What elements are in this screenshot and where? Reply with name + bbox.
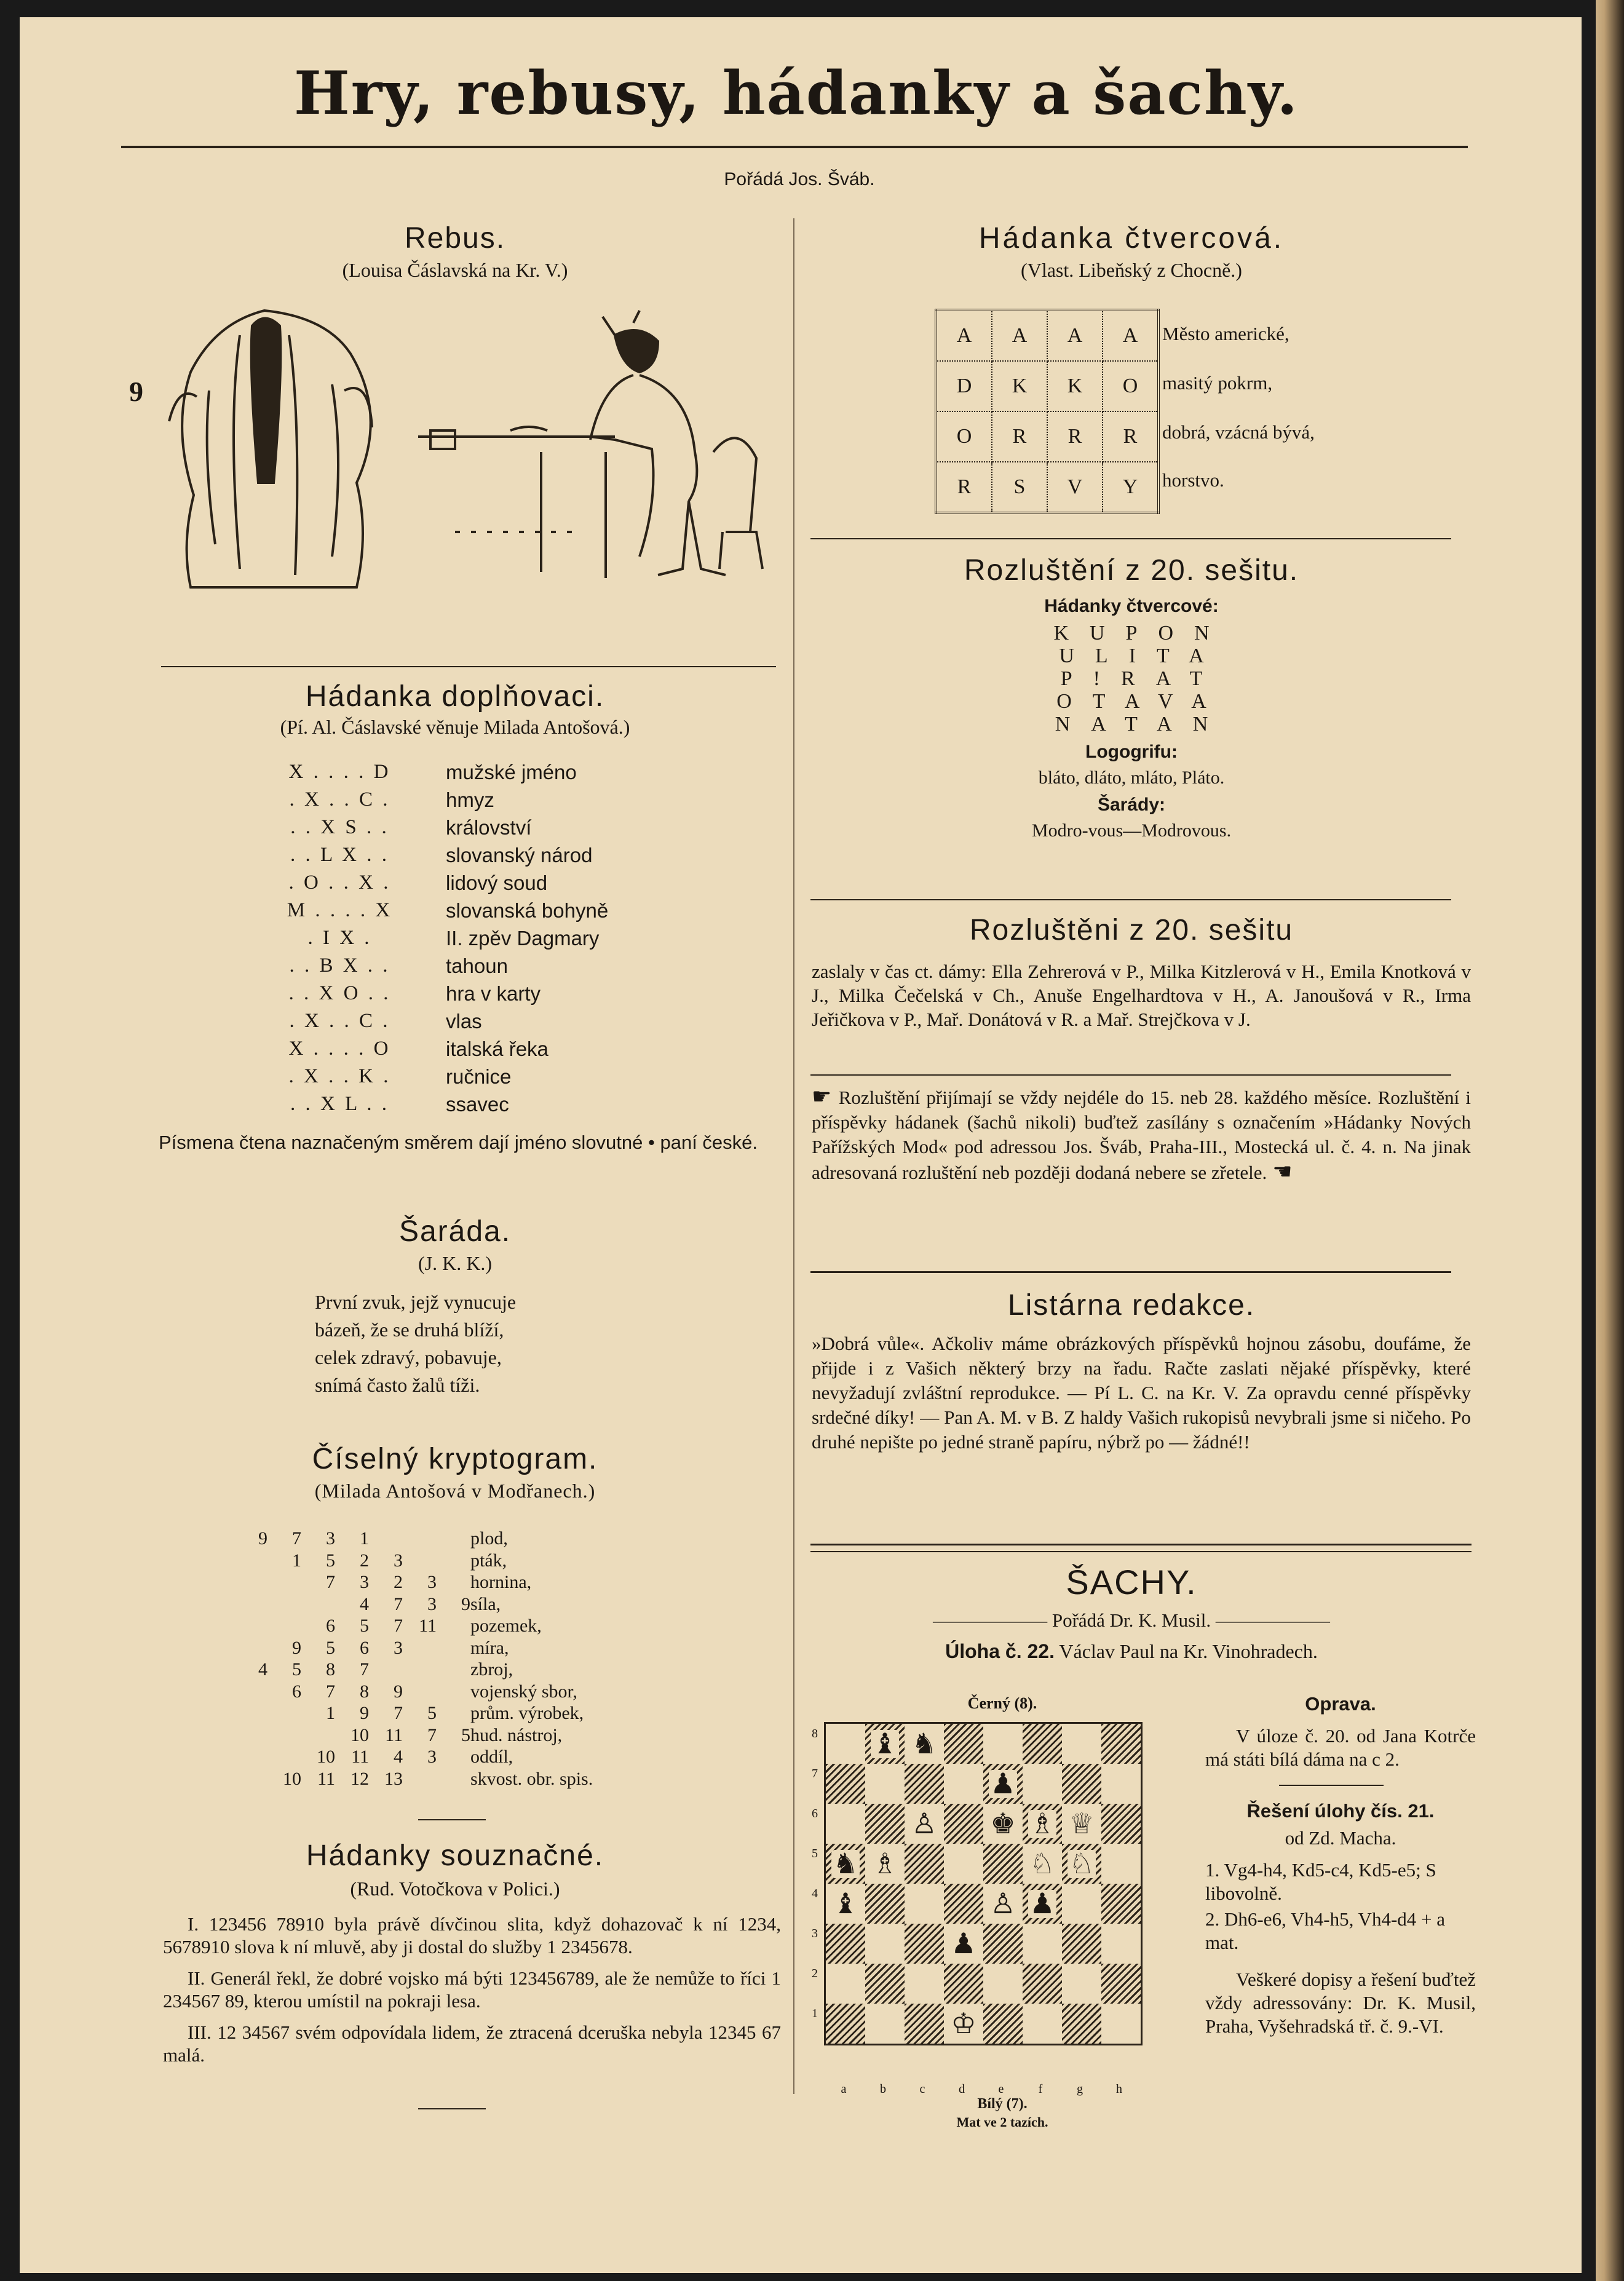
kryptogram-number: 7 [394, 1616, 403, 1636]
chess-square [983, 1884, 1023, 1924]
kryptogram-number: 5 [427, 1703, 437, 1723]
kryptogram-author: (Milada Antošová v Modřanech.) [314, 1480, 596, 1502]
chess-square [865, 2004, 905, 2044]
chess-square [905, 1764, 944, 1804]
notice-text: Rozluštění přijímají se vždy nejdéle do 15. neb 28. každého měsíce. Rozluštění i příspěvky hádanek (šachů nikoli) buďtež zasílány s označením »Hádanky Nových Pařížských Mod« pod adressou Jos. Šváb, Praha-III., Mostecká ul. č. 4. n. Na jinak adresovaná rozluštění neb později dodaná nebere se zřetele. [812, 1087, 1471, 1183]
kryptogram-row [243, 1572, 673, 1594]
kryptogram-row [243, 1659, 673, 1681]
rebus-author: (Louisa Čáslavská na Kr. V.) [342, 259, 568, 281]
chess-square [1023, 1884, 1062, 1924]
kryptogram-number: 7 [326, 1681, 335, 1702]
chess-square [905, 2004, 944, 2044]
rule-rozluseni [810, 899, 1451, 900]
kryptogram-number: 1 [326, 1703, 335, 1723]
chess-square [1101, 1804, 1141, 1844]
ctvercova-def: masitý pokrm, [1162, 372, 1273, 394]
chess-file-label: f [1038, 2082, 1043, 2096]
black-bishop-icon: ♝ [872, 1728, 898, 1759]
kryptogram-number: 10 [283, 1768, 301, 1789]
kryptogram-number: 3 [360, 1572, 369, 1592]
chess-file-label: g [1077, 2082, 1083, 2096]
kryptogram-row [243, 1528, 673, 1550]
chess-black-label: Černý (8). [967, 1694, 1037, 1712]
dash-rule: —————— [933, 1609, 1052, 1631]
kryptogram-number: 7 [427, 1724, 437, 1745]
kryptogram-number: 8 [360, 1681, 369, 1702]
ctvercova-grid [935, 309, 1160, 514]
listarna-title: Listárna redakce. [1007, 1289, 1256, 1322]
chess-square [1101, 1884, 1141, 1924]
rule-resitele [810, 1074, 1451, 1076]
souznacne-item: II. Generál řekl, že dobré vojsko má býti 123456789, ale že nemůže to říci 1 234567 89, kterou umístil na pokraji lesa. [163, 1967, 781, 2012]
kryptogram-number: 4 [258, 1659, 267, 1680]
chess-square [983, 1764, 1023, 1804]
kryptogram-number: 13 [384, 1768, 403, 1789]
grid-cell: A [1103, 310, 1159, 361]
chess-square [944, 1764, 983, 1804]
chess-square [865, 1924, 905, 1964]
ctvercova-title: Hádanka čtvercová. [978, 222, 1285, 255]
page-edge [1596, 0, 1624, 2281]
souznacne-title: Hádanky souznačné. [306, 1839, 604, 1872]
chess-square [905, 1924, 944, 1964]
kryptogram-number: 11 [419, 1616, 437, 1636]
grid-cell: R [1103, 411, 1159, 462]
kryptogram-number: 5 [461, 1724, 470, 1745]
sarada-author: (J. K. K.) [418, 1252, 492, 1274]
chess-square [826, 1924, 865, 1964]
doplnovaci-row: . . B X . . tahoun [289, 954, 508, 977]
rule-ctvercova [810, 538, 1451, 539]
white-bishop-icon: ♗ [1029, 1807, 1055, 1839]
chess-rank-label: 2 [812, 1967, 818, 1980]
ctvercova-def: dobrá, vzácná bývá, [1162, 421, 1315, 443]
chess-file-label: b [880, 2082, 886, 2096]
chess-square [983, 1804, 1023, 1844]
grid-cell: A [992, 310, 1047, 361]
grid-cell: S [992, 462, 1047, 513]
kryptogram-title: Číselný kryptogram. [312, 1443, 598, 1475]
kryptogram-number: 1 [292, 1550, 301, 1571]
chess-square [826, 2004, 865, 2044]
kryptogram-row [243, 1681, 673, 1704]
white-pawn-icon: ♙ [990, 1887, 1016, 1919]
chess-square [826, 1764, 865, 1804]
chess-square [1062, 1844, 1101, 1884]
masthead-title: Hry, rebusy, hádanky a šachy. [294, 58, 1299, 128]
pointing-hand-left-icon: ☚ [1267, 1159, 1293, 1184]
doplnovaci-row: M . . . . X slovanská bohyně [287, 899, 609, 922]
kryptogram-label: hud. nástroj, [470, 1724, 563, 1745]
chess-file-label: c [919, 2082, 925, 2096]
chess-square [905, 1804, 944, 1844]
chess-square [865, 1764, 905, 1804]
chess-square [1062, 1924, 1101, 1964]
sachy-uloha-line [806, 1640, 1457, 1663]
kryptogram-label: síla, [470, 1593, 501, 1614]
rule-kryptogram [418, 1819, 486, 1820]
kryptogram-label: pozemek, [470, 1616, 542, 1636]
black-bishop-icon: ♝ [833, 1887, 858, 1919]
grid-cell: A [936, 310, 992, 361]
kryptogram-number: 6 [360, 1637, 369, 1658]
kryptogram-row [243, 1594, 673, 1616]
black-knight-icon: ♞ [911, 1728, 937, 1759]
chess-square [983, 1924, 1023, 1964]
chess-square [1023, 1804, 1062, 1844]
chess-square [944, 1724, 983, 1764]
kryptogram-number: 9 [360, 1703, 369, 1723]
chess-square [905, 1884, 944, 1924]
black-king-icon: ♚ [990, 1807, 1016, 1839]
kryptogram-number: 9 [292, 1637, 301, 1658]
chess-square [983, 1844, 1023, 1884]
chess-square [944, 1964, 983, 2004]
kryptogram-number: 6 [292, 1681, 301, 1702]
kryptogram-number: 4 [360, 1593, 369, 1614]
kryptogram-label: oddíl, [470, 1747, 513, 1767]
dopisy-text: Veškeré dopisy a řešení buďtež vždy adressovány: Dr. K. Musil, Praha, Vyšehradská tř. č. 9.-VI. [1205, 1969, 1476, 2037]
chess-square [905, 1844, 944, 1884]
kryptogram-row [243, 1725, 673, 1747]
kryptogram-number: 11 [317, 1768, 335, 1789]
doplnovaci-row: . X . . C . vlas [289, 1010, 482, 1033]
kryptogram-number: 12 [351, 1768, 369, 1789]
kryptogram-label: vojenský sbor, [470, 1681, 577, 1702]
kryptogram-label: plod, [470, 1528, 508, 1549]
kryptogram-row [243, 1550, 673, 1573]
doplnovaci-row: . O . . X . lidový soud [288, 871, 548, 894]
rozluseni-logo-title: Logogrifu: [1085, 742, 1178, 762]
resitele-title: Rozluštěni z 20. sešitu [969, 914, 1294, 946]
chess-square [826, 1724, 865, 1764]
chess-square [983, 1964, 1023, 2004]
sachy-uloha-author: Václav Paul na Kr. Vinohradech. [1059, 1640, 1318, 1662]
black-pawn-icon: ♟ [951, 1927, 976, 1959]
chess-square [1023, 1764, 1062, 1804]
rule-listarna-2 [810, 1551, 1472, 1552]
chess-square [1023, 2004, 1062, 2044]
chess-square [1062, 1884, 1101, 1924]
kryptogram-number: 8 [326, 1659, 335, 1680]
chess-file-label: e [998, 2082, 1004, 2096]
rozluseni-ctv-row: KUPON [1053, 622, 1230, 645]
chess-square [865, 1964, 905, 2004]
chess-square [1023, 1924, 1062, 1964]
sachy-editor: Pořádá Dr. K. Musil. [1052, 1609, 1211, 1631]
chess-square [826, 1884, 865, 1924]
rule-rebus [161, 666, 776, 667]
ctvercova-author: (Vlast. Libeňský z Chocně.) [1021, 259, 1242, 281]
grid-cell: Y [1122, 475, 1138, 498]
grid-cell: O [936, 411, 992, 462]
pointing-hand-icon: ☛ [812, 1084, 839, 1109]
white-queen-icon: ♕ [1069, 1807, 1095, 1839]
kryptogram-number: 3 [326, 1528, 335, 1549]
kryptogram-label: míra, [470, 1637, 509, 1658]
white-pawn-icon: ♙ [911, 1807, 937, 1839]
reseni-title: Řešení úlohy čís. 21. [1246, 1800, 1435, 1822]
kryptogram-number: 9 [394, 1681, 403, 1702]
kryptogram-row [243, 1616, 673, 1638]
masthead-editor: Pořádá Jos. Šváb. [724, 169, 875, 189]
chess-square [944, 1844, 983, 1884]
black-pawn-icon: ♟ [1029, 1887, 1055, 1919]
sachy-title: ŠACHY. [1066, 1563, 1197, 1601]
chess-square [1062, 1764, 1101, 1804]
chess-square [1062, 1964, 1101, 2004]
rozluseni-ctv-row: OTAVA [1056, 690, 1227, 713]
chess-rank-labels [812, 1727, 824, 2047]
oprava-text: V úloze č. 20. od Jana Kotrče má státi bílá dáma na c 2. [1205, 1725, 1476, 1770]
doplnovaci-row: . . X S . . království [290, 816, 532, 839]
kryptogram-list [243, 1528, 673, 1790]
doplnovaci-title: Hádanka doplňovaci. [305, 680, 605, 713]
chess-square [1101, 1924, 1141, 1964]
ctvercova-def: Město americké, [1162, 323, 1289, 344]
ctvercova-def: horstvo. [1162, 469, 1224, 491]
kryptogram-number: 9 [461, 1593, 470, 1614]
kryptogram-number: 5 [326, 1550, 335, 1571]
masthead-rule [121, 146, 1468, 148]
kryptogram-number: 5 [360, 1616, 369, 1636]
chess-file-label: d [959, 2082, 965, 2096]
sarada-line: bázeň, že se druhá blíží, [315, 1319, 504, 1341]
chess-square [944, 1804, 983, 1844]
doplnovaci-row: . . X L . . ssavec [290, 1093, 509, 1116]
souznacne-item: III. 12 34567 svém odpovídala lidem, že ztracená dceruška nebyla 12345 67 malá. [163, 2021, 781, 2066]
kryptogram-number: 11 [385, 1724, 403, 1745]
chess-square [944, 2004, 983, 2044]
grid-cell: K [992, 361, 1047, 411]
chess-square [1062, 2004, 1101, 2044]
chess-square [1023, 1724, 1062, 1764]
kryptogram-number: 3 [427, 1593, 437, 1614]
chess-square [983, 1724, 1023, 1764]
notice [812, 1084, 1471, 1185]
rozluseni-ctv-row: P!RAT [1060, 667, 1224, 690]
doplnovaci-row: . X . . K . ručnice [288, 1065, 512, 1088]
kryptogram-number: 7 [326, 1572, 335, 1592]
chess-square [1101, 1964, 1141, 2004]
chess-square [826, 1964, 865, 2004]
kryptogram-label: skvost. obr. spis. [470, 1768, 593, 1789]
reseni-move: 2. Dh6-e6, Vh4-h5, Vh4-d4 + a mat. [1205, 1908, 1446, 1953]
reseni-move: 1. Vg4-h4, Kd5-c4, Kd5-e5; S libovolně. [1205, 1859, 1436, 1904]
kryptogram-number: 7 [394, 1593, 403, 1614]
chess-rank-label: 8 [812, 1727, 818, 1740]
grid-cell: R [992, 411, 1047, 462]
grid-cell: R [1047, 411, 1103, 462]
chess-file-label: h [1116, 2082, 1122, 2096]
white-bishop-icon: ♗ [872, 1847, 898, 1879]
kryptogram-number: 10 [351, 1724, 369, 1745]
column-divider [793, 218, 794, 2094]
kryptogram-row [243, 1747, 673, 1769]
doplnovaci-row: . . L X . . slovanský národ [290, 844, 593, 867]
chess-file-label: a [841, 2082, 847, 2096]
kryptogram-row [243, 1638, 673, 1660]
grid-cell: O [1103, 361, 1159, 411]
rozluseni-ctv-title: Hádanky čtvercové: [1044, 596, 1219, 616]
rozluseni-sarady-title: Šarády: [1097, 795, 1166, 815]
kryptogram-number: 5 [326, 1637, 335, 1658]
white-king-icon: ♔ [951, 2007, 976, 2039]
chess-rank-label: 3 [812, 1927, 818, 1940]
grid-cell: A [1047, 310, 1103, 361]
kryptogram-number: 10 [317, 1747, 335, 1767]
sarada-poem [315, 1288, 516, 1399]
sachy-uloha: Úloha č. 22. [945, 1640, 1055, 1662]
kryptogram-number: 7 [394, 1703, 403, 1723]
doplnovaci-author: (Pí. Al. Čáslavské věnuje Milada Antošová.) [280, 716, 630, 738]
chess-square [826, 1844, 865, 1884]
chess-square [1023, 1844, 1062, 1884]
rozluseni-ctv-row: ULITA [1059, 645, 1225, 667]
chess-square [1101, 1764, 1141, 1804]
rozluseni-sarady-text: Modro-vous—Modrovous. [1031, 820, 1232, 841]
white-knight-icon: ♘ [1029, 1847, 1055, 1879]
doplnovaci-row: . . X O . . hra v karty [288, 982, 541, 1005]
chess-square [865, 1724, 905, 1764]
souznacne-item: I. 123456 78910 byla právě dívčinou slita, když dohazovač k ní 1234, 5678910 slova k ní mluvě, aby ji dostal do služby 1 2345678. [163, 1913, 781, 1958]
sarada-title: Šaráda. [398, 1215, 512, 1248]
resitele-text: zaslaly v čas ct. dámy: Ella Zehrerová v P., Milka Kitzlerová v H., Emila Knotková v J., Milka Čečelská v Ch., Anuše Engelhardtova v H., A. Janoušová v R., Irma Jeřičkova v P., Mař. Donátová v R. a Mař. Strejčkova v J. [812, 961, 1471, 1030]
sarada-line: První zvuk, jejž vynucuje [315, 1291, 517, 1313]
sachy-editor-line [806, 1609, 1457, 1632]
rebus-mark: 9 [129, 376, 143, 407]
chess-square [865, 1884, 905, 1924]
doplnovaci-row: X . . . . D mužské jméno [288, 761, 577, 783]
kryptogram-number: 3 [394, 1637, 403, 1658]
chess-square [905, 1724, 944, 1764]
chess-rank-label: 1 [812, 2007, 818, 2020]
sarada-line: celek zdravý, pobavuje, [315, 1346, 502, 1368]
kryptogram-number: 4 [394, 1747, 403, 1767]
kryptogram-number: 3 [427, 1747, 437, 1767]
chess-file-labels [824, 2082, 1141, 2097]
rule-listarna-1 [810, 1544, 1472, 1545]
kryptogram-number: 7 [360, 1659, 369, 1680]
chess-square [944, 1884, 983, 1924]
doplnovaci-list [258, 761, 689, 1121]
kryptogram-number: 7 [292, 1528, 301, 1549]
dash-rule: —————— [1211, 1609, 1330, 1631]
chess-square [944, 1924, 983, 1964]
kryptogram-number: 3 [394, 1550, 403, 1571]
chess-rank-label: 6 [812, 1807, 818, 1820]
kryptogram-label: zbroj, [470, 1659, 513, 1680]
doplnovaci-note: Písmena čtena naznačeným směrem dají jméno slovutné • paní české. [158, 1132, 758, 1153]
grid-cell: V [1047, 462, 1103, 513]
listarna-text: »Dobrá vůle«. Ačkoliv máme obrázkových příspěvků hojnou zásobu, doufáme, že přijde i z Vašich některý brzy na řadu. Račte zaslati nějaké příspěvky, které nevyžadují zvláštní reprodukce. — Pí L. C. na Kr. V. Za opravdu cenné příspěvky srdečné díky! — Pan A. M. v B. Z haldy Vašich rukopisů nevybrali jsme si ničeho. Po druhé nepište po jedné straně papíru, nýbrž po — žádné!! [812, 1333, 1471, 1453]
doplnovaci-row: . X . . C . hmyz [289, 788, 494, 811]
grid-cell: K [1047, 361, 1103, 411]
black-knight-icon: ♞ [833, 1847, 858, 1879]
chess-square [1101, 1844, 1141, 1884]
rule-souznacne [418, 2108, 486, 2109]
chess-square [983, 2004, 1023, 2044]
chess-board [824, 1722, 1143, 2045]
rebus-title: Rebus. [404, 222, 506, 255]
kryptogram-row [243, 1703, 673, 1725]
kryptogram-number: 6 [326, 1616, 335, 1636]
chess-square [1101, 2004, 1141, 2044]
kryptogram-number: 9 [258, 1528, 267, 1549]
doplnovaci-row: X . . . . O italská řeka [288, 1037, 549, 1060]
sarada-line: snímá často žalů tíži. [315, 1374, 480, 1396]
chess-rank-label: 7 [812, 1767, 818, 1780]
rozluseni-logo-text: bláto, dláto, mláto, Pláto. [1038, 768, 1225, 788]
chess-mate-label: Mat ve 2 tazích. [956, 2114, 1048, 2130]
oprava-title: Oprava. [1305, 1693, 1376, 1715]
rozluseni-ctv-row: NATAN [1055, 713, 1229, 736]
chess-square [1101, 1724, 1141, 1764]
white-knight-icon: ♘ [1069, 1847, 1095, 1879]
souznacne-items [163, 1913, 781, 2066]
kryptogram-row [243, 1769, 673, 1791]
chess-square [826, 1804, 865, 1844]
chess-rank-label: 4 [812, 1887, 818, 1900]
kryptogram-label: hornina, [470, 1572, 532, 1592]
doplnovaci-row: . I X . II. zpěv Dagmary [307, 927, 600, 950]
chess-white-label: Bílý (7). [977, 2096, 1028, 2112]
chess-square [865, 1804, 905, 1844]
kryptogram-number: 5 [292, 1659, 301, 1680]
kryptogram-number: 1 [360, 1528, 369, 1549]
chess-square [1062, 1724, 1101, 1764]
chess-square [865, 1844, 905, 1884]
chess-square [1023, 1964, 1062, 2004]
rebus-picture [148, 298, 793, 612]
rozluseni-ctv-grid [806, 622, 1457, 736]
rozluseni-title: Rozluštění z 20. sešitu. [964, 554, 1299, 587]
souznacne-author: (Rud. Votočkova v Polici.) [350, 1878, 560, 1900]
chess-square [1062, 1804, 1101, 1844]
grid-cell: D [936, 361, 992, 411]
chess-rank-label: 5 [812, 1847, 818, 1860]
chess-square [905, 1964, 944, 2004]
kryptogram-label: pták, [470, 1550, 507, 1571]
kryptogram-number: 2 [360, 1550, 369, 1571]
black-pawn-icon: ♟ [990, 1767, 1016, 1799]
kryptogram-number: 3 [427, 1572, 437, 1592]
chess-side [1205, 1692, 1476, 2038]
kryptogram-number: 11 [351, 1747, 369, 1767]
kryptogram-label: prům. výrobek, [470, 1703, 584, 1723]
rule-notice [810, 1271, 1451, 1273]
kryptogram-number: 2 [394, 1572, 403, 1592]
reseni-author: od Zd. Macha. [1285, 1827, 1396, 1849]
grid-cell: R [936, 462, 992, 513]
rule-oprava [1279, 1785, 1384, 1786]
